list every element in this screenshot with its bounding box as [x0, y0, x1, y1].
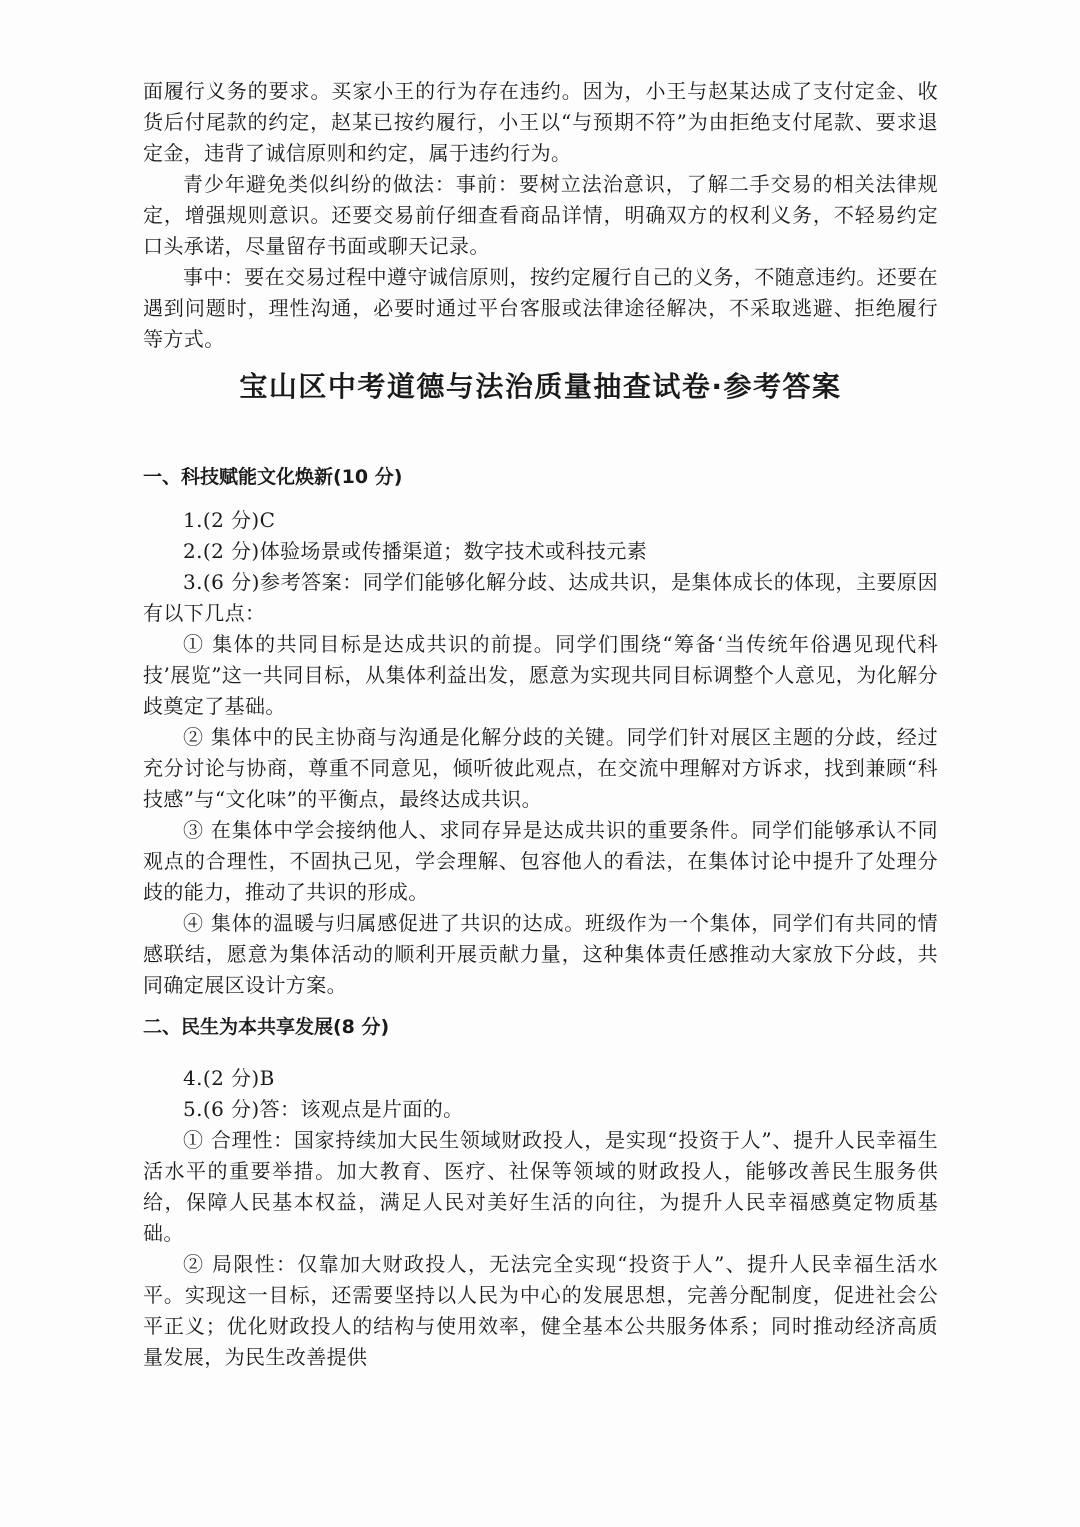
previous-answer-continuation: [143, 76, 938, 355]
answer-point: ① 合理性：国家持续加大民生领域财政投人，是实现“投资于人”、提升人民幸福生活水平的重要举措。加大教育、医疗、社保等领域的财政投人，能够改善民生服务供给，保障人民基本权益，满足人民对美好生活的向往，为提升人民幸福感奠定物质基础。: [143, 1128, 938, 1245]
answer-point: ② 集体中的民主协商与沟通是化解分歧的关键。同学们针对展区主题的分歧，经过充分讨论与协商，尊重不同意见，倾听彼此观点，在交流中理解对方诉求，找到兼顾“科技感”与“文化味”的平衡点，最终达成共识。: [143, 725, 938, 811]
paragraph: 事中：要在交易过程中遵守诚信原则，按约定履行自己的义务，不随意违约。还要在遇到问题时，理性沟通，必要时通过平台客服或法律途径解决，不采取逃避、拒绝履行等方式。: [143, 265, 938, 351]
answer-item: 1.(2 分)C: [183, 508, 276, 532]
answer-point: ③ 在集体中学会接纳他人、求同存异是达成共识的重要条件。同学们能够承认不同观点的合理性，不固执己见，学会理解、包容他人的看法，在集体讨论中提升了处理分歧的能力，推动了共识的形成。: [143, 818, 938, 904]
answer-item: 4.(2 分)B: [183, 1066, 275, 1090]
section-1: [143, 462, 938, 1001]
answer-item: 3.(6 分)参考答案：同学们能够化解分歧、达成共识，是集体成长的体现，主要原因有以下几点：: [143, 570, 938, 625]
answer-point: ① 集体的共同目标是达成共识的前提。同学们围绕“筹备‘当传统年俗遇见现代科技’展览”这一共同目标，从集体利益出发，愿意为实现共同目标调整个人意见，为化解分歧奠定了基础。: [143, 632, 938, 718]
page-title: 宝山区中考道德与法治质量抽查试卷·参考答案: [239, 370, 842, 403]
section-2: [143, 1012, 938, 1373]
section-heading: 二、民生为本共享发展(8 分): [143, 1016, 390, 1038]
answer-point: ② 局限性：仅靠加大财政投人，无法完全实现“投资于人”、提升人民幸福生活水平。实现这一目标，还需要坚持以人民为中心的发展思想，完善分配制度，促进社会公平正义；优化财政投人的结构与使用效率，健全基本公共服务体系；同时推动经济高质量发展，为民生改善提供: [143, 1252, 938, 1369]
section-heading: 一、科技赋能文化焕新(10 分): [143, 466, 403, 488]
paragraph: 面履行义务的要求。买家小王的行为存在违约。因为，小王与赵某达成了支付定金、收货后付尾款的约定，赵某已按约履行，小王以“与预期不符”为由拒绝支付尾款、要求退定金，违背了诚信原则和约定，属于违约行为。: [143, 79, 938, 165]
answer-item: 5.(6 分)答：该观点是片面的。: [183, 1097, 464, 1121]
paragraph: 青少年避免类似纠纷的做法：事前：要树立法治意识，了解二手交易的相关法律规定，增强规则意识。还要交易前仔细查看商品详情，明确双方的权利义务，不轻易约定口头承诺，尽量留存书面或聊天记录。: [143, 172, 938, 258]
answer-point: ④ 集体的温暖与归属感促进了共识的达成。班级作为一个集体，同学们有共同的情感联结，愿意为集体活动的顺利开展贡献力量，这种集体责任感推动大家放下分歧，共同确定展区设计方案。: [143, 911, 938, 997]
answer-item: 2.(2 分)体验场景或传播渠道；数字技术或科技元素: [183, 539, 648, 563]
